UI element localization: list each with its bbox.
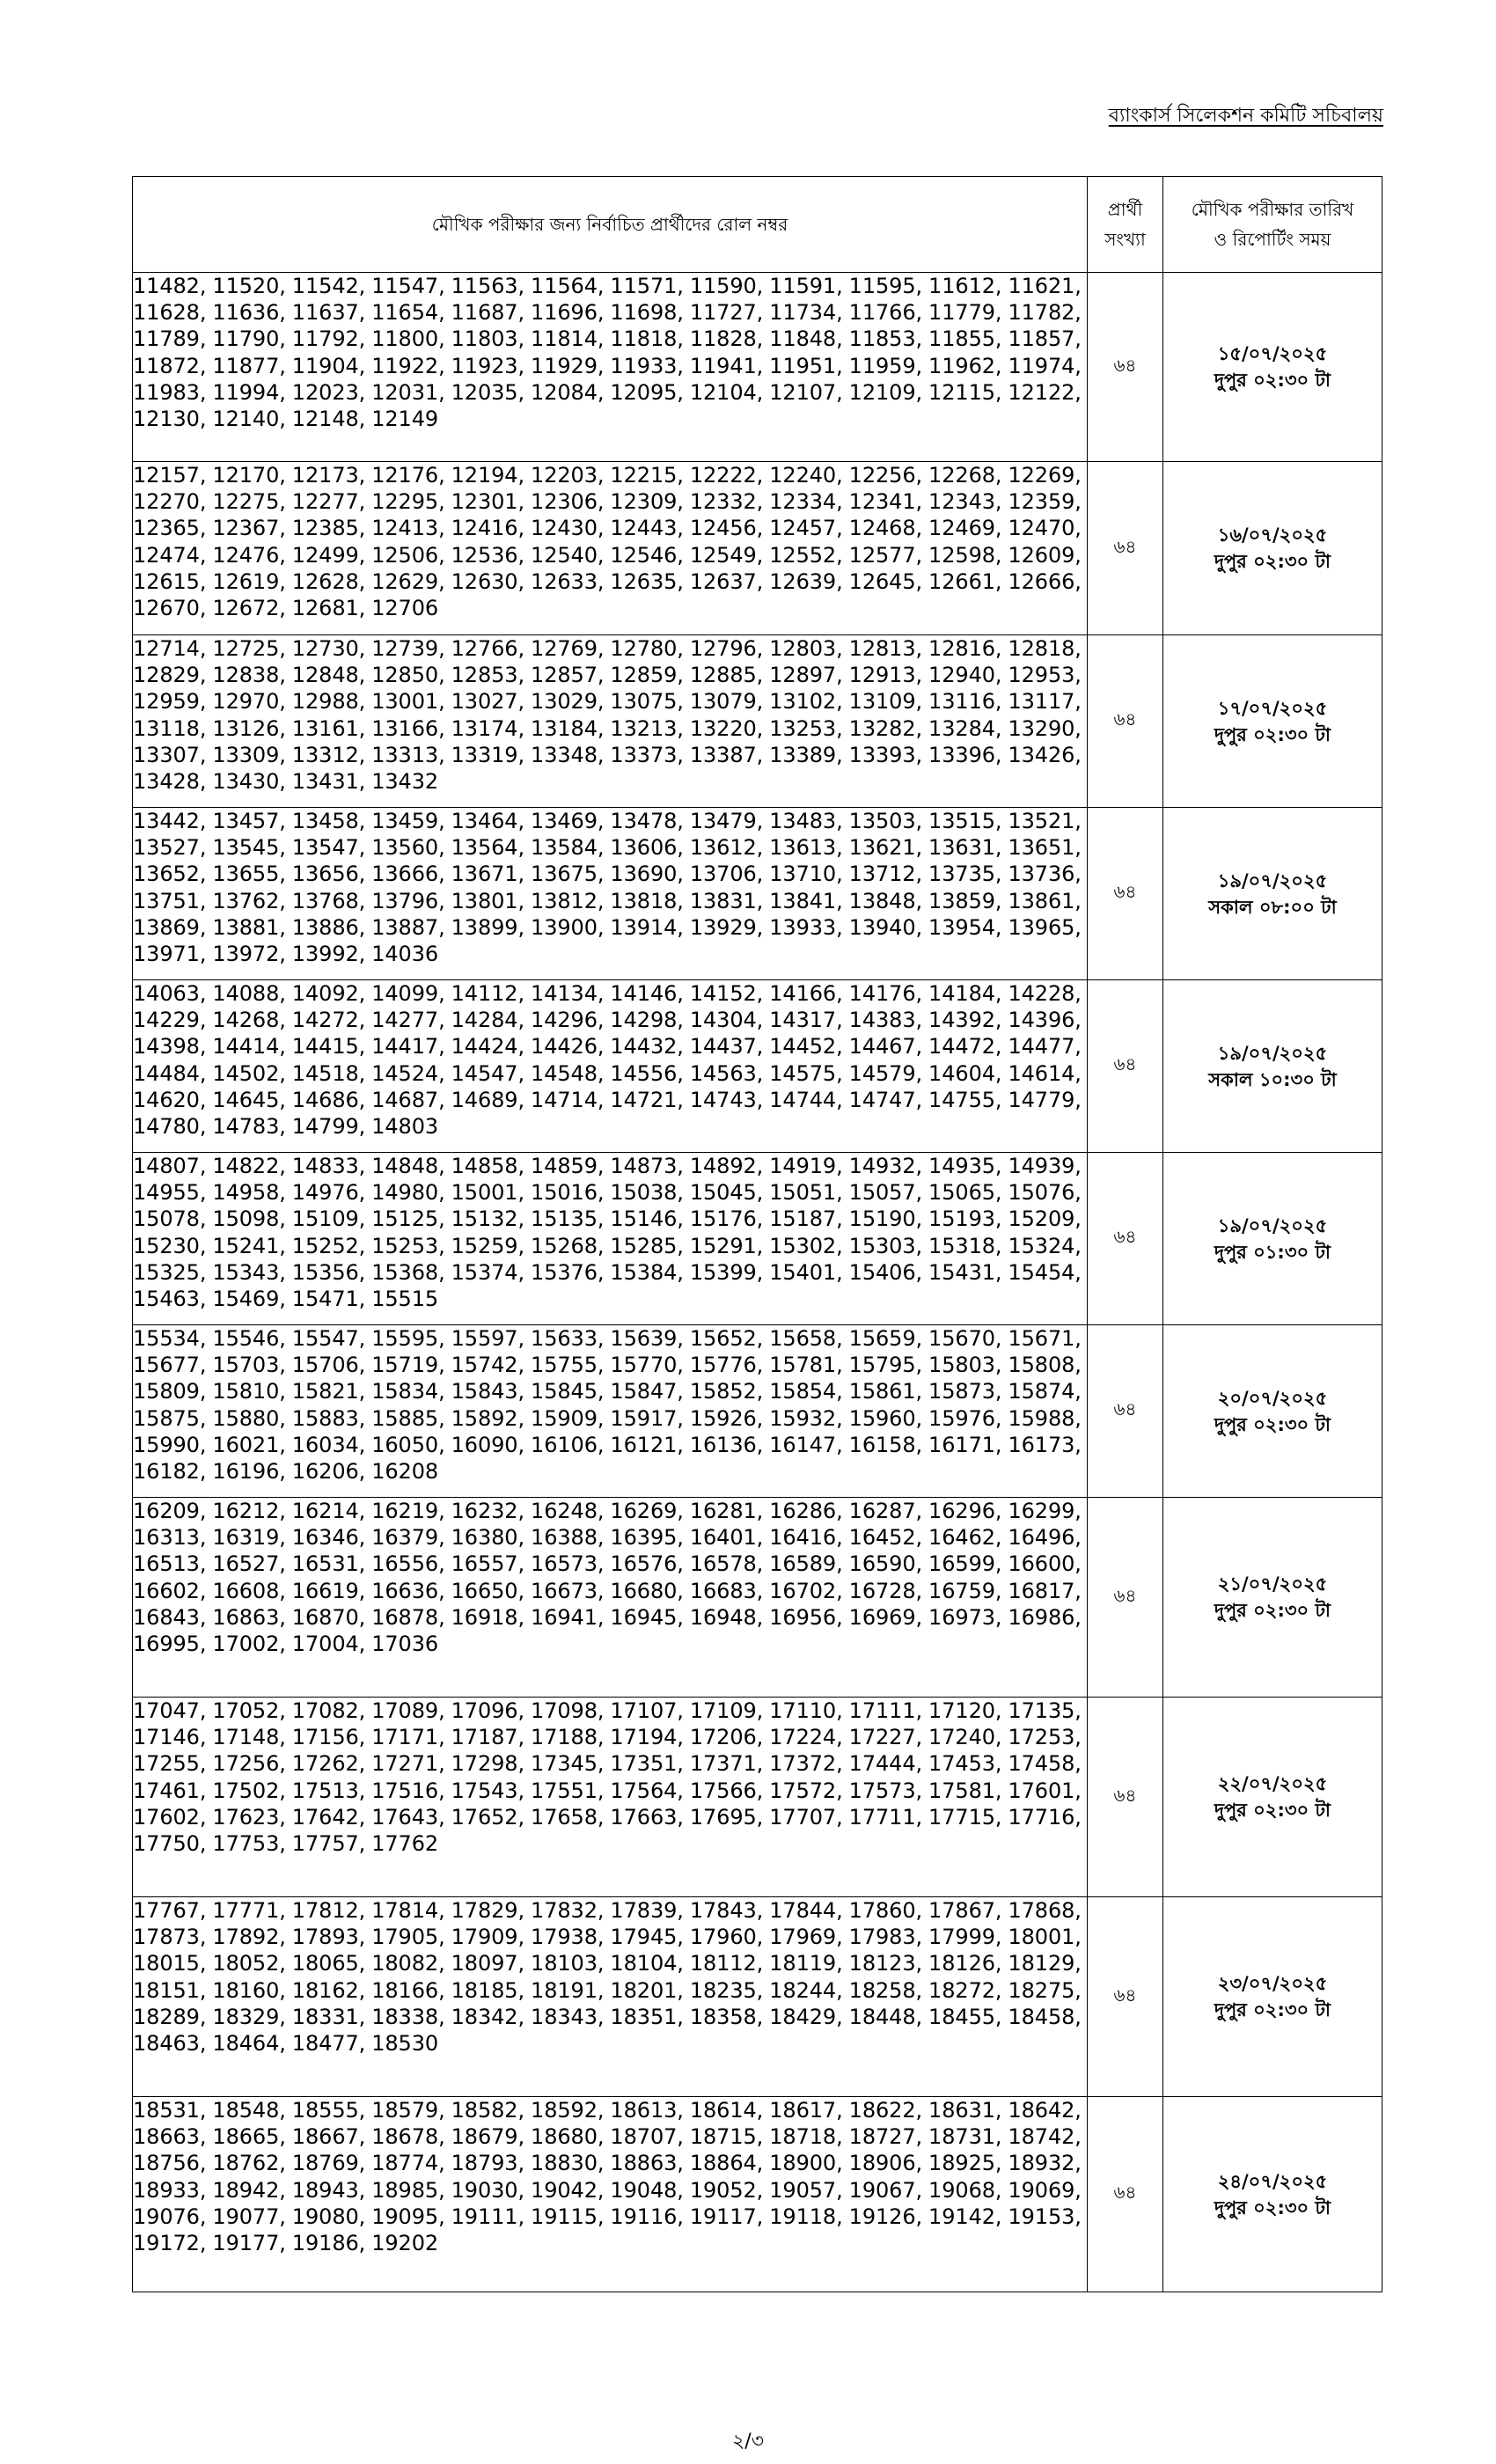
roll-numbers-cell: 15534, 15546, 15547, 15595, 15597, 15633, 15639, 15652, 15658, 15659, 15670, 15671, 15677, 15703, 15706, 15719, 15742, 15755, 15770, 15776, 15781, 15795, 15803, 15808, 15809, 15810, 15821, 15834, 15843, 15845, 15847, 15852, 15854, 15861, 15873, 15874, 15875, 15880, 15883, 15885, 15892, 15909, 15917, 15926, 15932, 15960, 15976, 15988, 15990, 16021, 16034, 16050, 16090, 16106, 16121, 16136, 16147, 16158, 16171, 16173, 16182, 16196, 16206, 16208 [133, 1325, 1088, 1498]
roll-numbers-cell: 14807, 14822, 14833, 14848, 14858, 14859, 14873, 14892, 14919, 14932, 14935, 14939, 14955, 14958, 14976, 14980, 15001, 15016, 15038, 15045, 15051, 15057, 15065, 15076, 15078, 15098, 15109, 15125, 15132, 15135, 15146, 15176, 15187, 15190, 15193, 15209, 15230, 15241, 15252, 15253, 15259, 15268, 15285, 15291, 15302, 15303, 15318, 15324, 15325, 15343, 15356, 15368, 15374, 15376, 15384, 15399, 15401, 15406, 15431, 15454, 15463, 15469, 15471, 15515 [133, 1153, 1088, 1325]
candidate-count-cell: ৬৪ [1088, 273, 1163, 462]
viva-date: ২৩/০৭/২০২৫ [1217, 1973, 1328, 1994]
viva-date: ২৪/০৭/২০২৫ [1217, 2170, 1328, 2192]
page-number: ২/৩ [731, 2431, 765, 2453]
candidate-count-cell: ৬৪ [1088, 1498, 1163, 1698]
reporting-time: দুপুর ০২:৩০ টা [1214, 370, 1331, 391]
table-row [133, 808, 1382, 980]
header-schedule-line1: মৌখিক পরীক্ষার তারিখ [1191, 199, 1354, 220]
reporting-time: দুপুর ০২:৩০ টা [1214, 1999, 1331, 2020]
roll-numbers-cell: 11482, 11520, 11542, 11547, 11563, 11564, 11571, 11590, 11591, 11595, 11612, 11621, 11628, 11636, 11637, 11654, 11687, 11696, 11698, 11727, 11734, 11766, 11779, 11782, 11789, 11790, 11792, 11800, 11803, 11814, 11818, 11828, 11848, 11853, 11855, 11857, 11872, 11877, 11904, 11922, 11923, 11929, 11933, 11941, 11951, 11959, 11962, 11974, 11983, 11994, 12023, 12031, 12035, 12084, 12095, 12104, 12107, 12109, 12115, 12122, 12130, 12140, 12148, 12149 [133, 273, 1088, 462]
viva-date: ১৯/০৭/২০২৫ [1217, 869, 1328, 891]
reporting-time: দুপুর ০২:৩০ টা [1214, 1600, 1331, 1621]
viva-date: ২০/০৭/২০২৫ [1217, 1387, 1328, 1409]
reporting-time: সকাল ০৮:০০ টা [1208, 896, 1337, 918]
candidate-count-cell: ৬৪ [1088, 462, 1163, 635]
table-row [133, 2097, 1382, 2292]
viva-date: ১৫/০৭/২০২৫ [1217, 343, 1328, 364]
reporting-time: দুপুর ০২:৩০ টা [1214, 2196, 1331, 2218]
viva-date: ২২/০৭/২০২৫ [1217, 1773, 1328, 1794]
schedule-cell [1163, 1897, 1382, 2097]
table-row [133, 1897, 1382, 2097]
reporting-time: দুপুর ০২:৩০ টা [1214, 1413, 1331, 1435]
viva-schedule-table [132, 176, 1382, 2292]
schedule-cell [1163, 980, 1382, 1153]
reporting-time: সকাল ১০:৩০ টা [1208, 1068, 1337, 1090]
table-row [133, 1698, 1382, 1897]
header-candidate-count [1088, 177, 1163, 273]
table-header-row [133, 177, 1382, 273]
roll-numbers-cell: 14063, 14088, 14092, 14099, 14112, 14134, 14146, 14152, 14166, 14176, 14184, 14228, 14229, 14268, 14272, 14277, 14284, 14296, 14298, 14304, 14317, 14383, 14392, 14396, 14398, 14414, 14415, 14417, 14424, 14426, 14432, 14437, 14452, 14467, 14472, 14477, 14484, 14502, 14518, 14524, 14547, 14548, 14556, 14563, 14575, 14579, 14604, 14614, 14620, 14645, 14686, 14687, 14689, 14714, 14721, 14743, 14744, 14747, 14755, 14779, 14780, 14783, 14799, 14803 [133, 980, 1088, 1153]
roll-numbers-cell: 18531, 18548, 18555, 18579, 18582, 18592, 18613, 18614, 18617, 18622, 18631, 18642, 18663, 18665, 18667, 18678, 18679, 18680, 18707, 18715, 18718, 18727, 18731, 18742, 18756, 18762, 18769, 18774, 18793, 18830, 18863, 18864, 18900, 18906, 18925, 18932, 18933, 18942, 18943, 18985, 19030, 19042, 19048, 19052, 19057, 19067, 19068, 19069, 19076, 19077, 19080, 19095, 19111, 19115, 19116, 19117, 19118, 19126, 19142, 19153, 19172, 19177, 19186, 19202 [133, 2097, 1088, 2292]
table-row [133, 635, 1382, 808]
header-count-line1: প্রার্থী [1107, 199, 1143, 220]
table-row [133, 462, 1382, 635]
roll-numbers-cell: 16209, 16212, 16214, 16219, 16232, 16248, 16269, 16281, 16286, 16287, 16296, 16299, 16313, 16319, 16346, 16379, 16380, 16388, 16395, 16401, 16416, 16452, 16462, 16496, 16513, 16527, 16531, 16556, 16557, 16573, 16576, 16578, 16589, 16590, 16599, 16600, 16602, 16608, 16619, 16636, 16650, 16673, 16680, 16683, 16702, 16728, 16759, 16817, 16843, 16863, 16870, 16878, 16918, 16941, 16945, 16948, 16956, 16969, 16973, 16986, 16995, 17002, 17004, 17036 [133, 1498, 1088, 1698]
schedule-cell [1163, 1153, 1382, 1325]
viva-date: ১৯/০৭/২০২৫ [1217, 1214, 1328, 1236]
schedule-cell [1163, 1698, 1382, 1897]
schedule-cell [1163, 2097, 1382, 2292]
candidate-count-cell: ৬৪ [1088, 1698, 1163, 1897]
roll-numbers-cell: 12157, 12170, 12173, 12176, 12194, 12203, 12215, 12222, 12240, 12256, 12268, 12269, 12270, 12275, 12277, 12295, 12301, 12306, 12309, 12332, 12334, 12341, 12343, 12359, 12365, 12367, 12385, 12413, 12416, 12430, 12443, 12456, 12457, 12468, 12469, 12470, 12474, 12476, 12499, 12506, 12536, 12540, 12546, 12549, 12552, 12577, 12598, 12609, 12615, 12619, 12628, 12629, 12630, 12633, 12635, 12637, 12639, 12645, 12661, 12666, 12670, 12672, 12681, 12706 [133, 462, 1088, 635]
viva-date: ১৭/০৭/২০২৫ [1217, 697, 1328, 719]
table-row [133, 980, 1382, 1153]
reporting-time: দুপুর ০২:৩০ টা [1214, 723, 1331, 745]
reporting-time: দুপুর ০১:৩০ টা [1214, 1241, 1331, 1263]
candidate-count-cell: ৬৪ [1088, 1897, 1163, 2097]
header-schedule-line2: ও রিপোর্টিং সময় [1214, 229, 1331, 250]
organization-name: ব্যাংকার্স সিলেকশন কমিটি সচিবালয় [1108, 105, 1383, 127]
roll-numbers-cell: 13442, 13457, 13458, 13459, 13464, 13469, 13478, 13479, 13483, 13503, 13515, 13521, 13527, 13545, 13547, 13560, 13564, 13584, 13606, 13612, 13613, 13621, 13631, 13651, 13652, 13655, 13656, 13666, 13671, 13675, 13690, 13706, 13710, 13712, 13735, 13736, 13751, 13762, 13768, 13796, 13801, 13812, 13818, 13831, 13841, 13848, 13859, 13861, 13869, 13881, 13886, 13887, 13899, 13900, 13914, 13929, 13933, 13940, 13954, 13965, 13971, 13972, 13992, 14036 [133, 808, 1088, 980]
candidate-count-cell: ৬৪ [1088, 808, 1163, 980]
roll-numbers-cell: 17047, 17052, 17082, 17089, 17096, 17098, 17107, 17109, 17110, 17111, 17120, 17135, 17146, 17148, 17156, 17171, 17187, 17188, 17194, 17206, 17224, 17227, 17240, 17253, 17255, 17256, 17262, 17271, 17298, 17345, 17351, 17371, 17372, 17444, 17453, 17458, 17461, 17502, 17513, 17516, 17543, 17551, 17564, 17566, 17572, 17573, 17581, 17601, 17602, 17623, 17642, 17643, 17652, 17658, 17663, 17695, 17707, 17711, 17715, 17716, 17750, 17753, 17757, 17762 [133, 1698, 1088, 1897]
viva-date: ১৯/০৭/২০২৫ [1217, 1042, 1328, 1064]
schedule-cell [1163, 273, 1382, 462]
candidate-count-cell: ৬৪ [1088, 2097, 1163, 2292]
candidate-count-cell: ৬৪ [1088, 980, 1163, 1153]
candidate-count-cell: ৬৪ [1088, 1153, 1163, 1325]
table-row [133, 273, 1382, 462]
schedule-cell [1163, 635, 1382, 808]
header-count-line2: সংখ্যা [1104, 229, 1146, 250]
candidate-count-cell: ৬৪ [1088, 635, 1163, 808]
reporting-time: দুপুর ০২:৩০ টা [1214, 551, 1331, 572]
roll-numbers-cell: 12714, 12725, 12730, 12739, 12766, 12769, 12780, 12796, 12803, 12813, 12816, 12818, 12829, 12838, 12848, 12850, 12853, 12857, 12859, 12885, 12897, 12913, 12940, 12953, 12959, 12970, 12988, 13001, 13027, 13029, 13075, 13079, 13102, 13109, 13116, 13117, 13118, 13126, 13161, 13166, 13174, 13184, 13213, 13220, 13253, 13282, 13284, 13290, 13307, 13309, 13312, 13313, 13319, 13348, 13373, 13387, 13389, 13393, 13396, 13426, 13428, 13430, 13431, 13432 [133, 635, 1088, 808]
candidate-count-cell: ৬৪ [1088, 1325, 1163, 1498]
schedule-cell [1163, 808, 1382, 980]
table-row [133, 1498, 1382, 1698]
reporting-time: দুপুর ০২:৩০ টা [1214, 1800, 1331, 1821]
header-date-time [1163, 177, 1382, 273]
viva-date: ২১/০৭/২০২৫ [1217, 1573, 1328, 1595]
roll-numbers-cell: 17767, 17771, 17812, 17814, 17829, 17832, 17839, 17843, 17844, 17860, 17867, 17868, 17873, 17892, 17893, 17905, 17909, 17938, 17945, 17960, 17969, 17983, 17999, 18001, 18015, 18052, 18065, 18082, 18097, 18103, 18104, 18112, 18119, 18123, 18126, 18129, 18151, 18160, 18162, 18166, 18185, 18191, 18201, 18235, 18244, 18258, 18272, 18275, 18289, 18329, 18331, 18338, 18342, 18343, 18351, 18358, 18429, 18448, 18455, 18458, 18463, 18464, 18477, 18530 [133, 1897, 1088, 2097]
schedule-cell [1163, 462, 1382, 635]
table-row [133, 1325, 1382, 1498]
table-row [133, 1153, 1382, 1325]
header-roll-numbers: মৌখিক পরীক্ষার জন্য নির্বাচিত প্রার্থীদের রোল নম্বর [133, 177, 1088, 273]
schedule-cell [1163, 1498, 1382, 1698]
schedule-cell [1163, 1325, 1382, 1498]
viva-date: ১৬/০৭/২০২৫ [1217, 524, 1328, 546]
